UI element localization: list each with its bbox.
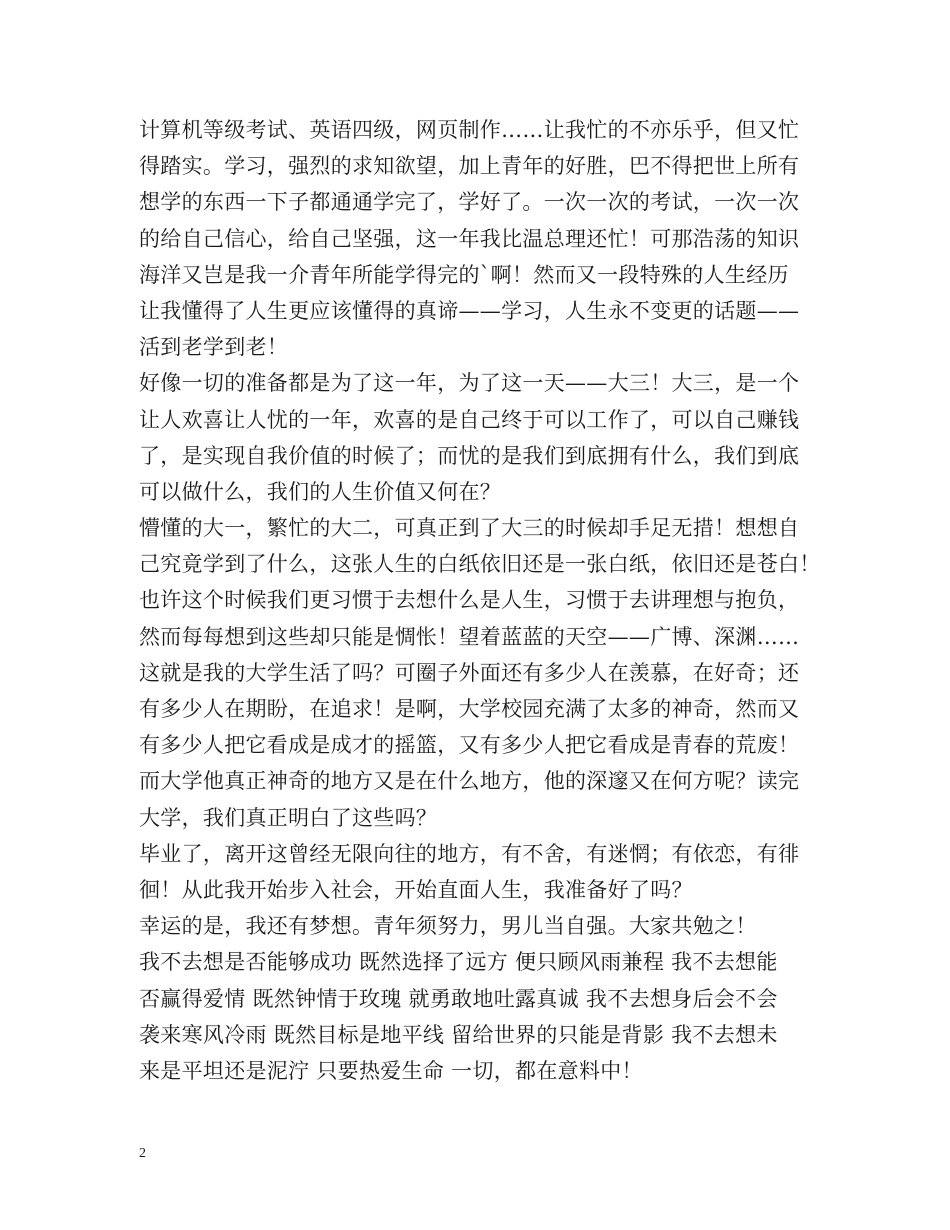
text-line: 我不去想是否能够成功 既然选择了远方 便只顾风雨兼程 我不去想能 xyxy=(139,950,778,975)
text-line: 懵懂的大一，繁忙的大二，可真正到了大三的时候却手足无措！想想自 xyxy=(139,516,800,541)
text-line: 然而每每想到这些却只能是惆怅！望着蓝蓝的天空——广博、深渊…… xyxy=(139,624,800,649)
text-line: 想学的东西一下子都通通学完了，学好了。一次一次的考试，一次一次 xyxy=(139,190,800,215)
text-line: 活到老学到老！ xyxy=(139,335,289,360)
text-line: 有多少人在期盼，在追求！是啊，大学校园充满了太多的神奇，然而又 xyxy=(139,697,800,721)
text-line: 让我懂得了人生更应该懂得的真谛——学习，人生永不变更的话题—— xyxy=(139,298,800,323)
text-line: 否赢得爱情 既然钟情于玫瑰 就勇敢地吐露真诚 我不去想身后会不会 xyxy=(139,986,778,1011)
text-line: 有多少人把它看成是成才的摇篮，又有多少人把它看成是青春的荒废！ xyxy=(139,733,800,758)
text-line: 己究竟学到了什么，这张人生的白纸依旧还是一张白纸，依旧还是苍白！ xyxy=(139,552,821,577)
text-line: 而大学他真正神奇的地方又是在什么地方，他的深邃又在何方呢？读完 xyxy=(139,769,800,794)
text-line: 了，是实现自我价值的时候了；而忧的是我们到底拥有什么，我们到底 xyxy=(139,443,800,468)
text-line: 袭来寒风冷雨 既然目标是地平线 留给世界的只能是背影 我不去想未 xyxy=(139,1022,778,1047)
text-line: 幸运的是，我还有梦想。青年须努力，男儿当自强。大家共勉之！ xyxy=(139,914,757,939)
text-line: 好像一切的准备都是为了这一年，为了这一天——大三！大三，是一个 xyxy=(139,371,800,396)
text-line: 可以做什么，我们的人生价值又何在？ xyxy=(139,479,502,504)
text-line: 的给自己信心，给自己坚强，这一年我比温总理还忙！可那浩荡的知识 xyxy=(139,226,800,251)
text-line: 徊！从此我开始步入社会，开始直面人生，我准备好了吗？ xyxy=(139,877,693,902)
text-line: 得踏实。学习，强烈的求知欲望，加上青年的好胜，巴不得把世上所有 xyxy=(139,154,800,179)
text-line: 来是平坦还是泥泞 只要热爱生命 一切，都在意料中！ xyxy=(139,1058,643,1083)
text-line: 也许这个时候我们更习惯于去想什么是人生，习惯于去讲理想与抱负， xyxy=(139,588,800,613)
body-text xyxy=(139,112,829,1089)
text-line: 大学，我们真正明白了这些吗？ xyxy=(139,805,438,830)
text-line: 计算机等级考试、英语四级，网页制作……让我忙的不亦乐乎，但又忙 xyxy=(139,118,800,142)
text-line: 这就是我的大学生活了吗？可圈子外面还有多少人在羡慕，在好奇；还 xyxy=(139,660,800,685)
text-line: 让人欢喜让人忧的一年，欢喜的是自己终于可以工作了，可以自己赚钱 xyxy=(139,407,800,432)
text-line: 毕业了，离开这曾经无限向往的地方，有不舍，有迷惘；有依恋，有徘 xyxy=(139,841,800,866)
text-line: 海洋又岂是我一介青年所能学得完的`啊！然而又一段特殊的人生经历 xyxy=(139,262,789,287)
page-number: 2 xyxy=(139,1146,146,1161)
